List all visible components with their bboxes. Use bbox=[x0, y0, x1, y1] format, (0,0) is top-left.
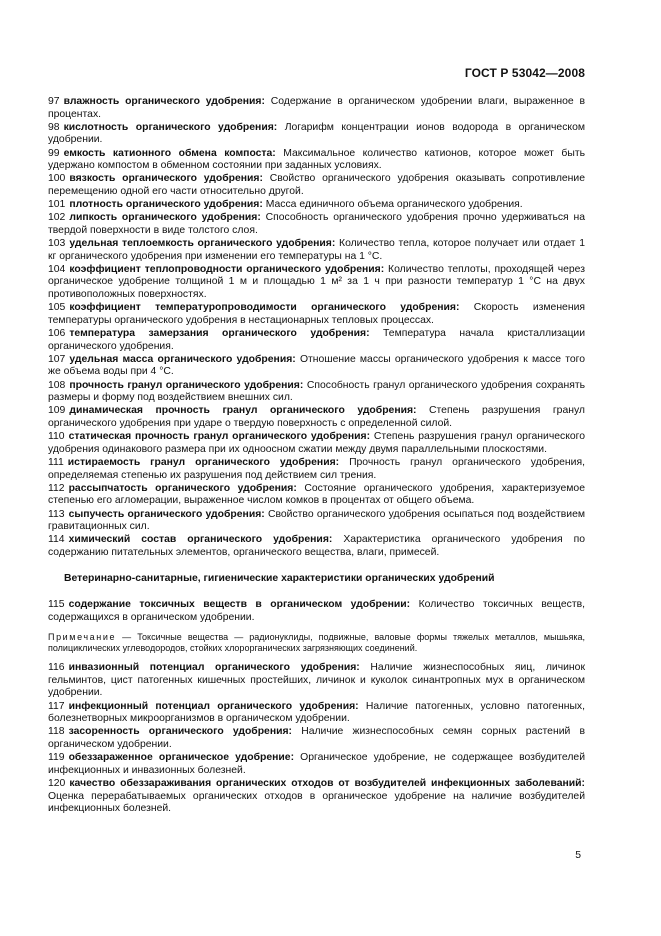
term-entry-109 bbox=[48, 405, 585, 430]
note-paragraph bbox=[48, 632, 585, 654]
term-entry-120 bbox=[48, 778, 585, 816]
entry-definition: Максимальное количество катионов, которое может быть удержано компостом в обменном состоянии при заданных условиях. bbox=[48, 147, 585, 172]
entry-definition: Количество токсичных веществ, содержащихся в органическом удобрении. bbox=[48, 599, 586, 623]
entry-number: 120 bbox=[48, 777, 66, 789]
entry-term: плотность органического удобрения: bbox=[69, 199, 263, 211]
entry-definition: Температура начала кристаллизации органического удобрения. bbox=[48, 328, 586, 352]
entry-definition: Способность органического удобрения прочно удерживаться на твердой поверхности в виде толстого слоя. bbox=[48, 212, 586, 236]
entry-term: сыпучесть органического удобрения: bbox=[68, 508, 265, 520]
entry-number: 98 bbox=[48, 121, 60, 133]
term-entry-114 bbox=[48, 534, 585, 559]
entry-number: 112 bbox=[48, 482, 65, 494]
entry-number: 109 bbox=[48, 405, 66, 417]
entry-number: 102 bbox=[48, 212, 66, 224]
note-text: — Токсичные вещества — радионуклиды, подвижные, валовые формы тяжелых металлов, мышьяка, полициклических углеводородов, стойких хлорорганических загрязняющих соединений. bbox=[48, 632, 585, 654]
entry-number: 107 bbox=[48, 353, 66, 365]
entry-definition: Отношение массы органического удобрения к массе того же объема воды при 4 °С. bbox=[48, 353, 585, 378]
entry-number: 106 bbox=[48, 328, 66, 340]
term-entry-97 bbox=[48, 96, 585, 121]
entry-definition: Оценка перерабатываемых органических отходов в органическое удобрение на наличие возбудителей инфекционных болезней. bbox=[48, 790, 585, 815]
term-entry-112 bbox=[48, 483, 585, 508]
entry-definition: Количество тепла, которое получает или отдает 1 кг органического удобрения при изменении его температуры на 1 °С. bbox=[48, 238, 586, 262]
term-entry-107 bbox=[48, 354, 585, 379]
entry-definition: Свойство органического удобрения оказывать сопротивление перемещению одной его части относительно другой. bbox=[48, 173, 585, 197]
entry-term: качество обеззараживания органических отходов от возбудителей инфекционных заболеваний: bbox=[69, 777, 585, 789]
entry-definition: Свойство органического удобрения осыпаться под воздействием гравитационных сил. bbox=[48, 508, 586, 533]
term-entry-103 bbox=[48, 238, 585, 263]
entry-term: температура замерзания органического удобрения: bbox=[69, 328, 370, 340]
term-entry-102 bbox=[48, 212, 585, 237]
entry-number: 117 bbox=[48, 700, 65, 712]
entry-definition: Степень разрушения гранул органического удобрения одинакового размера при их одноосном сжатии между двумя параллельными плоскостями. bbox=[48, 431, 585, 455]
entry-term: засоренность органического удобрения: bbox=[68, 726, 293, 738]
entry-number: 99 bbox=[48, 147, 60, 159]
entry-number: 108 bbox=[48, 379, 66, 391]
entry-definition: Скорость изменения температуры органического удобрения в нестационарных тепловых процессах. bbox=[48, 302, 585, 326]
entry-definition: Логарифм концентрации ионов водорода в органическом удобрении. bbox=[48, 121, 585, 146]
entry-term: липкость органического удобрения: bbox=[69, 212, 261, 224]
term-entry-99 bbox=[48, 148, 585, 173]
entry-number: 101 bbox=[48, 199, 66, 211]
entry-term: кислотность органического удобрения: bbox=[63, 121, 278, 133]
entry-term: прочность гранул органического удобрения: bbox=[69, 379, 304, 391]
entry-term: химический состав органического удобрения: bbox=[68, 534, 333, 546]
entry-definition: Состояние органического удобрения, характеризуемое степенью его агломерации, выраженное числом комков в процентах от общего объема. bbox=[48, 482, 585, 507]
entry-number: 97 bbox=[48, 96, 60, 107]
term-entry-111 bbox=[48, 457, 585, 482]
document-body bbox=[48, 96, 585, 816]
term-entry-115 bbox=[48, 599, 585, 624]
term-entry-101 bbox=[48, 199, 585, 212]
entry-definition: Наличие патогенных, условно патогенных, болезнетворных микроорганизмов в органическом удобрении. bbox=[48, 700, 585, 725]
note-label: Примечание bbox=[48, 632, 117, 643]
entry-definition: Содержание в органическом удобрении влаги, выраженное в процентах. bbox=[48, 96, 585, 120]
term-entry-104 bbox=[48, 264, 585, 302]
term-list-physical bbox=[48, 96, 585, 559]
entry-number: 103 bbox=[48, 238, 66, 250]
entry-number: 110 bbox=[48, 431, 65, 443]
term-entry-118 bbox=[48, 726, 585, 751]
entry-number: 100 bbox=[48, 173, 66, 185]
term-entry-113 bbox=[48, 509, 585, 534]
entry-term: удельная теплоемкость органического удобрения: bbox=[69, 238, 336, 250]
entry-term: инвазионный потенциал органического удобрения: bbox=[68, 662, 360, 674]
entry-definition: Прочность гранул органического удобрения, определяемая степенью их разрушения под действием сил трения. bbox=[48, 456, 585, 481]
page-number: 5 bbox=[575, 850, 581, 861]
entry-term: инфекционный потенциал органического удобрения: bbox=[68, 700, 359, 712]
document-code-header: ГОСТ Р 53042—2008 bbox=[464, 66, 585, 80]
entry-number: 118 bbox=[48, 726, 65, 738]
entry-definition: Масса единичного объема органического удобрения. bbox=[265, 199, 523, 211]
entry-term: влажность органического удобрения: bbox=[63, 96, 265, 107]
entry-definition: Количество теплоты, проходящей через органическое удобрение толщиной 1 м и площадью 1 м² за 1 ч при разности температур 1 °С на двух противоположных поверхностях. bbox=[48, 263, 585, 301]
entry-term: статическая прочность гранул органического удобрения: bbox=[68, 431, 371, 443]
entry-number: 104 bbox=[48, 263, 66, 275]
entry-definition: Органическое удобрение, не содержащее возбудителей инфекционных и инвазионных болезней. bbox=[48, 752, 585, 776]
entry-number: 116 bbox=[48, 662, 65, 674]
entry-term: обеззараженное органическое удобрение: bbox=[68, 752, 295, 764]
entry-number: 111 bbox=[48, 456, 64, 468]
entry-definition: Характеристика органического удобрения по содержанию питательных элементов, органического вещества, влаги, примесей. bbox=[48, 534, 585, 558]
entry-number: 113 bbox=[48, 508, 65, 520]
term-entry-119 bbox=[48, 752, 585, 777]
term-entry-110 bbox=[48, 431, 585, 456]
entry-definition: Способность гранул органического удобрения сохранять размеры и форму под воздействием внешних сил. bbox=[48, 379, 585, 404]
term-entry-108 bbox=[48, 380, 585, 405]
entry-number: 114 bbox=[48, 534, 65, 546]
term-entry-100 bbox=[48, 173, 585, 198]
entry-term: емкость катионного обмена компоста: bbox=[63, 147, 276, 159]
entry-number: 115 bbox=[48, 599, 65, 611]
entry-term: динамическая прочность гранул органического удобрения: bbox=[69, 405, 417, 417]
entry-term: удельная масса органического удобрения: bbox=[69, 353, 296, 365]
term-entry-105 bbox=[48, 302, 585, 327]
entry-definition: Наличие жизнеспособных яиц, личинок гельминтов, цист патогенных кишечных простейших, личинок и куколок синантропных мух в органическом удобрении. bbox=[48, 662, 585, 699]
entry-definition: Наличие жизнеспособных семян сорных растений в органическом удобрении. bbox=[48, 726, 585, 750]
term-entry-98 bbox=[48, 122, 585, 147]
entry-term: рассыпчатость органического удобрения: bbox=[68, 482, 297, 494]
entry-term: содержание токсичных веществ в органическом удобрении: bbox=[68, 599, 411, 611]
entry-term: истираемость гранул органического удобрения: bbox=[67, 456, 340, 468]
entry-number: 105 bbox=[48, 302, 66, 314]
section-title: Ветеринарно-санитарные, гигиенические характеристики органических удобрений bbox=[64, 573, 495, 585]
entry-definition: Степень разрушения гранул органического удобрения при ударе о твердую поверхность с определенной силой. bbox=[48, 405, 585, 429]
term-list-sanitary bbox=[48, 662, 585, 816]
entry-number: 119 bbox=[48, 752, 65, 764]
term-entry-117 bbox=[48, 701, 585, 726]
entry-term: коэффициент теплопроводности органического удобрения: bbox=[69, 263, 385, 275]
entry-term: коэффициент температуропроводимости органического удобрения: bbox=[69, 302, 460, 314]
term-entry-116 bbox=[48, 662, 585, 700]
term-entry-106 bbox=[48, 328, 585, 353]
entry-term: вязкость органического удобрения: bbox=[69, 173, 263, 185]
